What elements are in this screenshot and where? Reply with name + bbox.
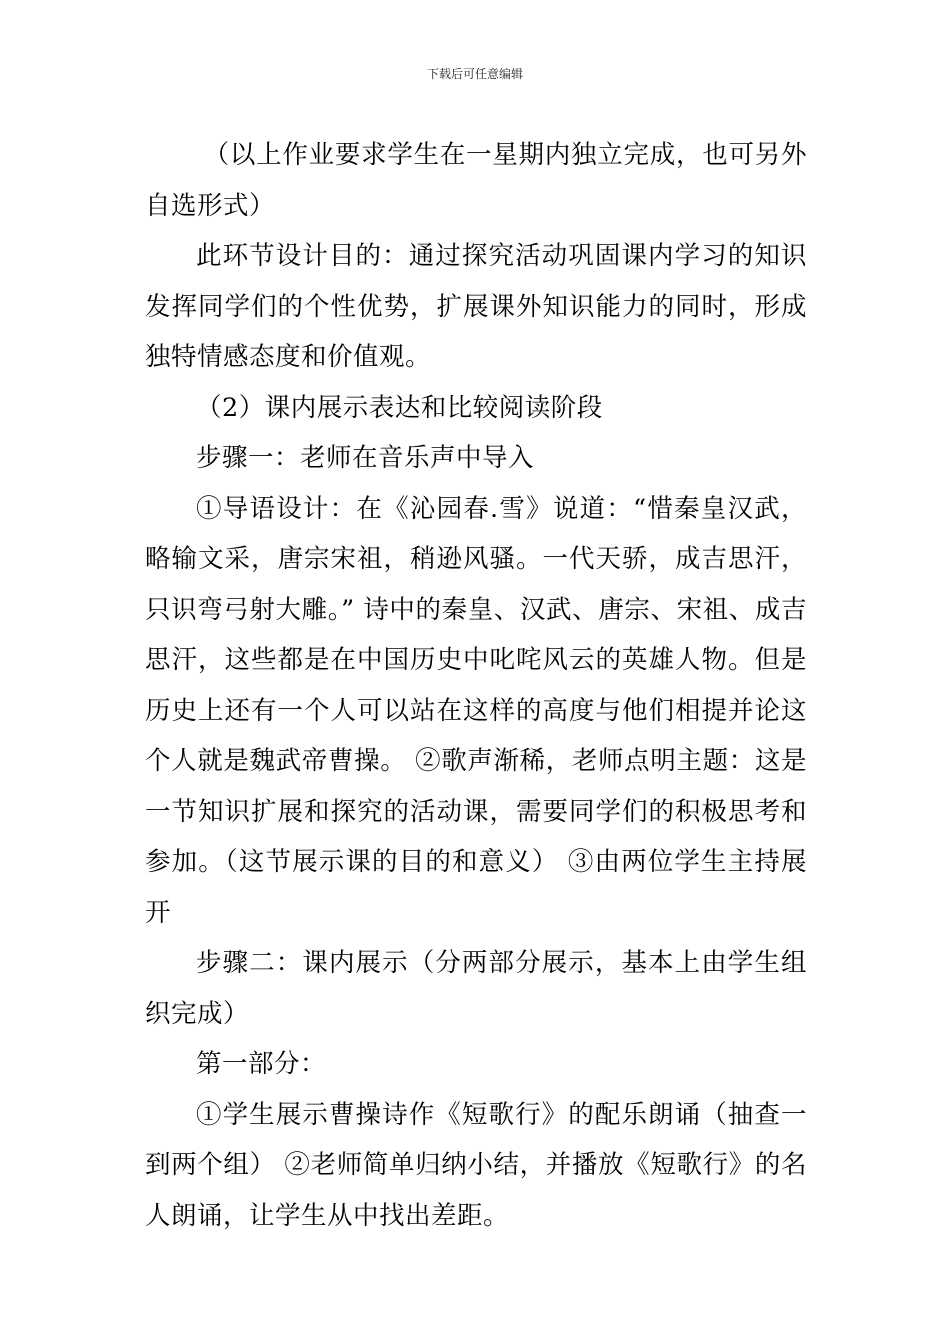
paragraph-recitation: ①学生展示曹操诗作《短歌行》的配乐朗诵（抽查一到两个组） ②老师简单归纳小结，并播放《短歌行》的名人朗诵，让学生从中找出差距。: [145, 1099, 807, 1231]
paragraph-homework-note: （以上作业要求学生在一星期内独立完成，也可另外自选形式）: [145, 140, 807, 221]
paragraph-part-one: 第一部分：: [196, 1049, 327, 1079]
paragraph-step-one: 步骤一：老师在音乐声中导入: [196, 443, 535, 473]
paragraph-step-two: 步骤二：课内展示（分两部分展示，基本上由学生组织完成）: [145, 948, 807, 1029]
paragraph-section-heading: （2）课内展示表达和比较阅读阶段: [196, 392, 603, 423]
paragraph-introduction-design: ①导语设计：在《沁园春.雪》说道：“惜秦皇汉武，略输文采，唐宗宋祖，稍逊风骚。一代天骄，成吉思汗，只识弯弓射大雕。” 诗中的秦皇、汉武、唐宗、宋祖、成吉思汗，这些都是在中国历史中叱咤风云的英雄人物。但是历史上还有一个人可以站在这样的高度与他们相提并论这个人就是魏武帝曹操。 ②歌声渐稀，老师点明主题：这是一节知识扩展和探究的活动课，需要同学们的积极思考和参加。（这节展示课的目的和意义） ③由两位学生主持展开: [145, 493, 807, 928]
page-header-note: 下载后可任意编辑: [426, 67, 523, 81]
document-body: [145, 130, 807, 1241]
paragraph-design-purpose: 此环节设计目的：通过探究活动巩固课内学习的知识发挥同学们的个性优势，扩展课外知识能力的同时，形成独特情感态度和价值观。: [145, 241, 807, 372]
